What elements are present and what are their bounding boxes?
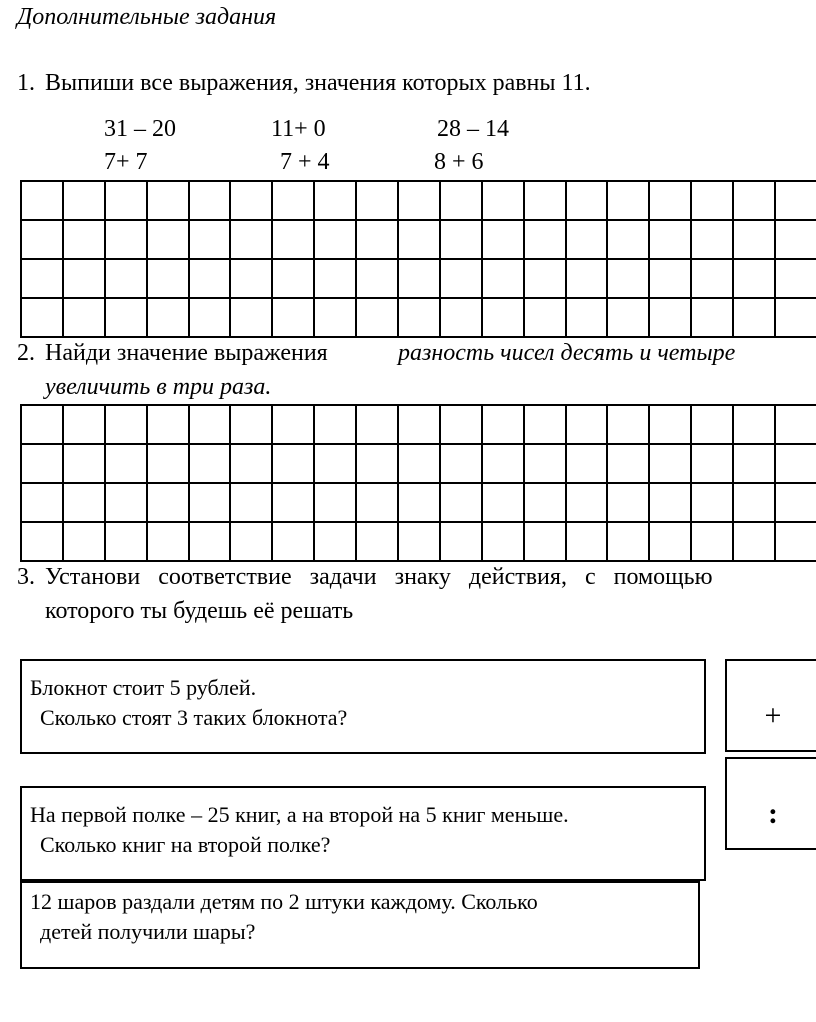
expression: 7 + 4 (280, 149, 330, 175)
grid-table (22, 406, 816, 562)
plus-sign: + (764, 699, 782, 732)
problem-3-line-2: детей получили шары? (40, 919, 256, 944)
problem-2-line-1: На первой полке – 25 книг, а на второй на 5 книг меньше. (30, 802, 569, 827)
problem-card-2[interactable] (20, 786, 706, 881)
sign-box-divide[interactable] (725, 757, 816, 850)
problem-3-line-1: 12 шаров раздали детям по 2 штуки каждому. Сколько (30, 889, 538, 914)
task-1-number: 1. (17, 70, 35, 96)
problem-2-line-2: Сколько книг на второй полке? (40, 832, 331, 857)
problem-card-1[interactable] (20, 659, 706, 754)
answer-grid-2[interactable] (20, 404, 816, 562)
task-3-line-1: Установи соответствие задачи знаку действия, с помощью (45, 564, 713, 590)
task-3-statement (17, 564, 713, 591)
task-1-text: Выпиши все выражения, значения которых равны 11. (45, 70, 591, 96)
expression: 11+ 0 (271, 116, 326, 142)
expression: 31 – 20 (104, 116, 176, 142)
expression: 8 + 6 (434, 149, 484, 175)
task-2-italic-line-1: разность чисел десять и четыре (398, 340, 736, 366)
expression: 7+ 7 (104, 149, 148, 175)
task-2-italic-line-2: увеличить в три раза. (45, 374, 272, 400)
problem-1-line-1: Блокнот стоит 5 рублей. (30, 675, 257, 700)
problem-1-line-2: Сколько стоят 3 таких блокнота? (40, 705, 348, 730)
grid-table (22, 182, 816, 338)
page-heading: Дополнительные задания (17, 4, 277, 30)
task-2-statement (17, 340, 328, 367)
task-3-line-2: которого ты будешь её решать (45, 598, 354, 624)
task-2-number: 2. (17, 340, 35, 366)
answer-grid-1[interactable] (20, 180, 816, 338)
task-3-number: 3. (17, 564, 35, 590)
problem-card-3[interactable] (20, 881, 700, 969)
task-1-statement (17, 70, 591, 97)
divide-sign: : (768, 797, 778, 830)
task-2-text: Найди значение выражения (45, 340, 328, 366)
expression: 28 – 14 (437, 116, 509, 142)
sign-box-plus[interactable] (725, 659, 816, 752)
